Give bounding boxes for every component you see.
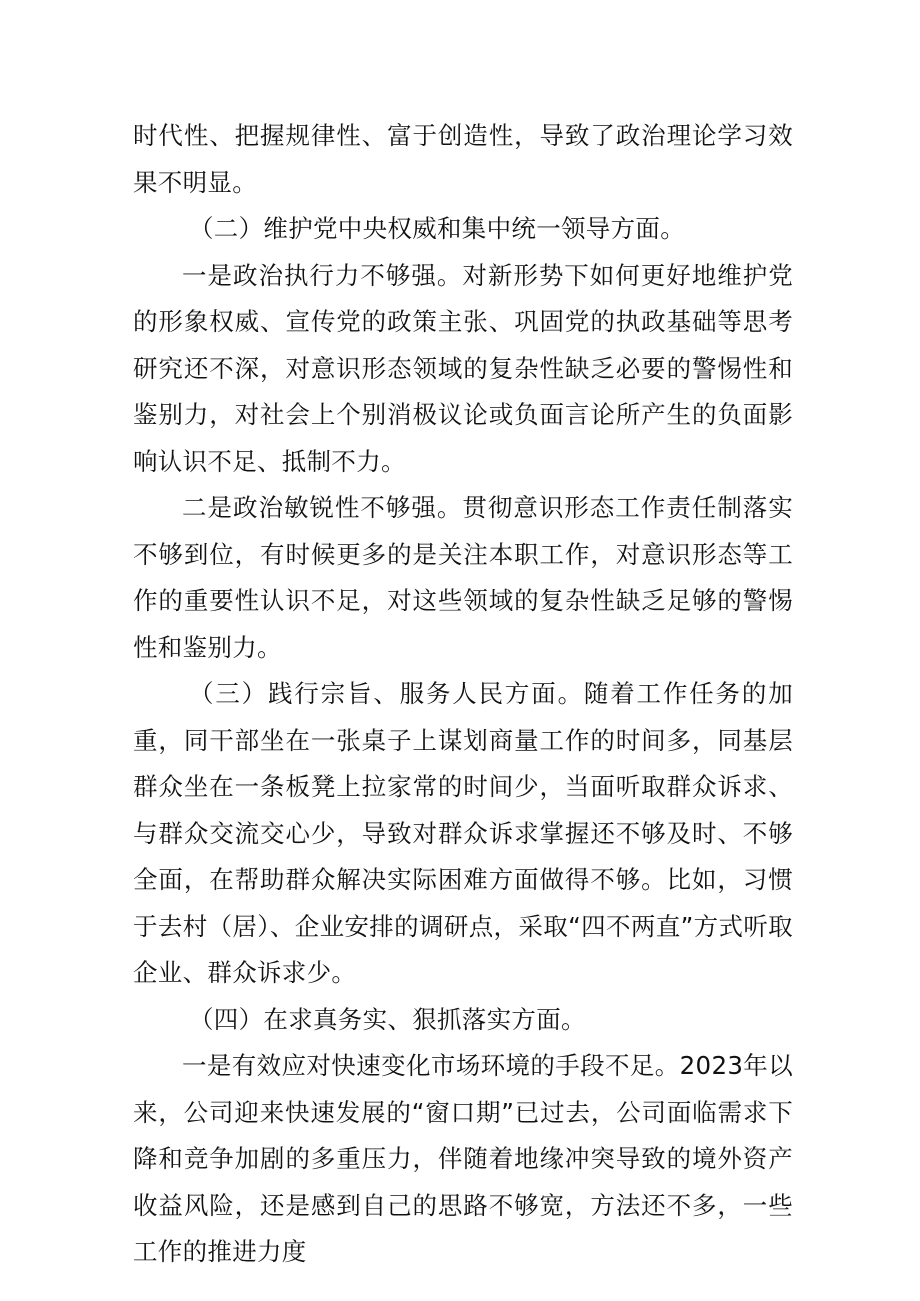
paragraph-market-response: 一是有效应对快速变化市场环境的手段不足。2023年以来，公司迎来快速发展的“窗口期”已过去，公司面临需求下降和竞争加剧的多重压力，伴随着地缘冲突导致的境外资产收益风险，还是感到自己的思路不够宽，方法还不多，一些工作的推进力度: [133, 1051, 793, 1266]
section-heading-4: （四）在求真务实、狠抓落实方面。: [189, 1004, 586, 1034]
section-heading-3: （三）践行宗旨、服务人民方面。随着工作任务的加重，同干部坐在一张桌子上谋划商量工作的时间多，同基层群众坐在一条板凳上拉家常的时间少，当面听取群众诉求、与群众交流交心少，导致对群众诉求掌握还不够及时、不够全面，在帮助群众解决实际困难方面做得不够。比如，习惯于去村（居）、企业安排的调研点，采取“四不两直”方式听取企业、群众诉求少。: [133, 679, 793, 987]
paragraph-continuation: 时代性、把握规律性、富于创造性，导致了政治理论学习效果不明显。: [133, 121, 793, 197]
document-body: [133, 113, 793, 1276]
section-heading-2: （二）维护党中央权威和集中统一领导方面。: [189, 214, 685, 243]
paragraph-political-execution: 一是政治执行力不够强。对新形势下如何更好地维护党的形象权威、宣传党的政策主张、巩固党的执政基础等思考研究还不深，对意识形态领域的复杂性缺乏必要的警惕性和鉴别力，对社会上个别消极议论或负面言论所产生的负面影响认识不足、抵制不力。: [133, 260, 793, 476]
paragraph-political-sensitivity: 二是政治敏锐性不够强。贯彻意识形态工作责任制落实不够到位，有时候更多的是关注本职工作，对意识形态等工作的重要性认识不足，对这些领域的复杂性缺乏足够的警惕性和鉴别力。: [133, 493, 793, 662]
